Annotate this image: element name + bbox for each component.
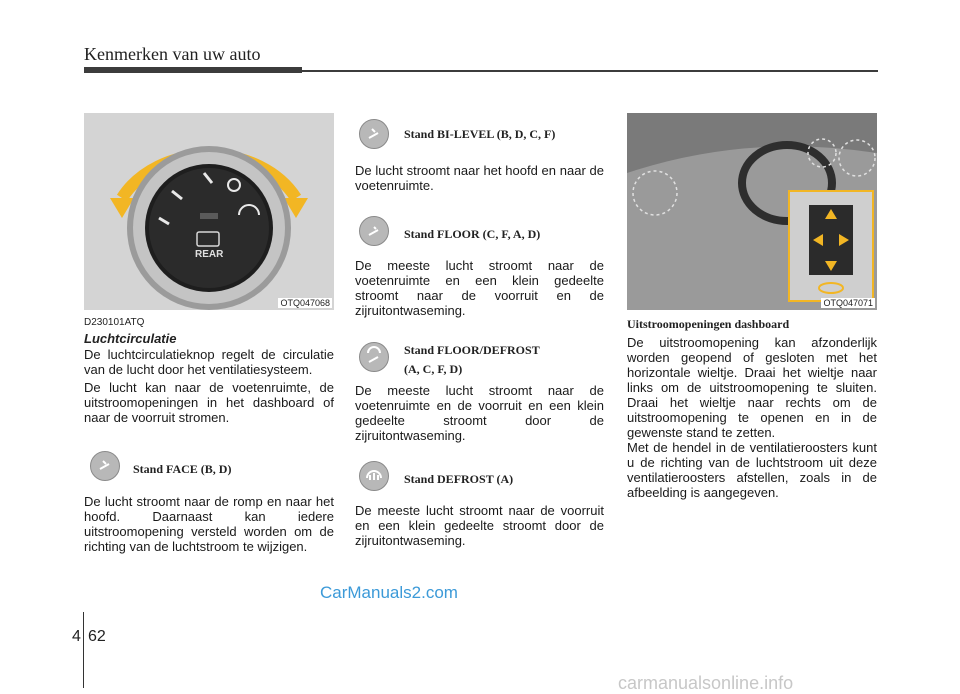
defrost-mode-icon (359, 461, 389, 491)
floor-defrost-mode-label: Stand FLOOR/DEFROST (404, 343, 540, 357)
page-number-divider (83, 612, 84, 688)
floor-mode-icon (359, 216, 389, 246)
header-bar (84, 67, 302, 73)
defrost-mode-label: Stand DEFROST (A) (404, 472, 514, 486)
paragraph: Met de hendel in de ventilatieroosters kunt u de richting van de luchtstroom uit deze ventilatieroosters afstellen, zoals in de afbeelding is aangegeven. (627, 440, 877, 500)
floor-mode-label: Stand FLOOR (C, F, A, D) (404, 227, 541, 241)
paragraph: De uitstroomopening kan afzonderlijk worden geopend of gesloten met het horizontale wieltje. Draai het wieltje naar links om de uitstroomopening te sluiten. Draai het wieltje naar rechts om de uitstroomopening te openen en in de gewenste stand te zetten. (627, 335, 877, 440)
watermark-bottom: carmanualsonline.info (618, 673, 794, 693)
floor-defrost-mode-label-line2: (A, C, F, D) (404, 362, 463, 376)
paragraph: De meeste lucht stroomt naar de voetenruimte en een klein gedeelte stroomt naar de voorruit en de zijruitontwaseming. (355, 258, 604, 318)
paragraph: De lucht stroomt naar de romp en naar het hoofd. Daarnaast kan iedere uitstroomopening versteld worden om de richting van de luchtstroom te wijzigen. (84, 494, 334, 554)
paragraph: De meeste lucht stroomt naar de voetenruimte en de voorruit en een klein gedeelte stroomt door de zijruitontwaseming. (355, 383, 604, 443)
face-mode-label: Stand FACE (B, D) (133, 462, 232, 476)
paragraph: De meeste lucht stroomt naar de voorruit en een klein gedeelte stroomt door de zijruitontwaseming. (355, 503, 604, 548)
knob-rear-label: REAR (195, 249, 224, 260)
page-number: 62 (88, 628, 106, 645)
paragraph: De lucht kan naar de voetenruimte, de uitstroomopeningen in het dashboard of naar de voorruit stromen. (84, 380, 334, 425)
face-mode-icon (90, 451, 120, 481)
watermark-link[interactable]: CarManuals2.com (320, 583, 458, 602)
section-number: 4 (72, 628, 81, 645)
image-code-label: OTQ047071 (823, 298, 873, 308)
paragraph: De lucht stroomt naar het hoofd en naar de voetenruimte. (355, 163, 604, 193)
page-header-title: Kenmerken van uw auto (84, 44, 261, 64)
vent-section-title: Uitstroomopeningen dashboard (627, 317, 790, 331)
image-code-label: OTQ047068 (280, 298, 330, 308)
knob-illustration (84, 113, 334, 310)
header-rule (300, 70, 878, 72)
bilevel-mode-label: Stand BI-LEVEL (B, D, C, F) (404, 127, 556, 141)
paragraph: De luchtcirculatieknop regelt de circulatie van de lucht door het ventilatiesysteem. (84, 347, 334, 377)
mode-knob-graphic (84, 113, 334, 310)
dashboard-vent-photo (627, 113, 877, 310)
section-code: D230101ATQ (84, 317, 145, 328)
section-subtitle: Luchtcirculatie (84, 331, 177, 346)
bilevel-mode-icon (359, 119, 389, 149)
floor-defrost-mode-icon (359, 342, 389, 372)
dashboard-graphic (627, 113, 877, 310)
